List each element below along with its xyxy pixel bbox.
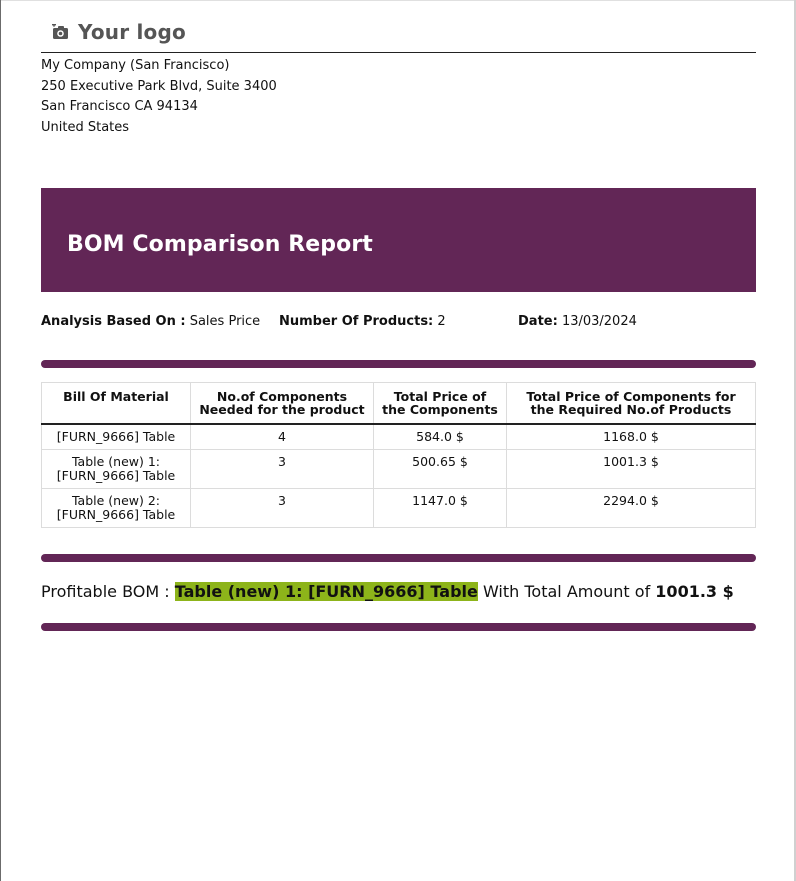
divider-bottom bbox=[41, 623, 756, 631]
header-components-needed: No.of Components Needed for the product bbox=[191, 383, 374, 425]
date-label: Date: bbox=[518, 314, 558, 329]
report-title: BOM Comparison Report bbox=[67, 232, 373, 257]
report-banner bbox=[41, 188, 756, 292]
company-city: San Francisco CA 94134 bbox=[41, 99, 198, 114]
cell-price: 1147.0 $ bbox=[374, 489, 507, 528]
date-value: 13/03/2024 bbox=[561, 314, 637, 329]
cell-total: 1168.0 $ bbox=[507, 424, 756, 450]
table-row bbox=[42, 424, 756, 450]
divider-middle bbox=[41, 554, 756, 562]
header-bill-of-material: Bill Of Material bbox=[42, 383, 191, 425]
camera-icon bbox=[52, 24, 70, 40]
profit-amount: 1001.3 $ bbox=[655, 582, 734, 601]
profitable-bom-name: Table (new) 1: [FURN_9666] Table bbox=[174, 582, 478, 601]
cell-components: 4 bbox=[191, 424, 374, 450]
table-row bbox=[42, 450, 756, 489]
table-row bbox=[42, 489, 756, 528]
company-logo bbox=[52, 20, 186, 44]
cell-bom: Table (new) 2: [FURN_9666] Table bbox=[42, 489, 191, 528]
bom-comparison-table bbox=[41, 382, 756, 528]
products-value: 2 bbox=[437, 314, 446, 329]
table-header-row bbox=[42, 383, 756, 425]
profitable-bom-summary bbox=[41, 582, 734, 601]
company-country: United States bbox=[41, 119, 130, 135]
products-label: Number Of Products: bbox=[279, 314, 434, 329]
analysis-label: Analysis Based On : bbox=[41, 314, 186, 329]
company-street: 250 Executive Park Blvd, Suite 3400 bbox=[41, 78, 277, 94]
header-rule bbox=[41, 52, 756, 53]
cell-total: 2294.0 $ bbox=[507, 489, 756, 528]
report-date bbox=[518, 314, 637, 329]
cell-bom: [FURN_9666] Table bbox=[42, 424, 191, 450]
cell-components: 3 bbox=[191, 489, 374, 528]
header-total-price: Total Price of the Components bbox=[374, 383, 507, 425]
logo-text: Your logo bbox=[78, 20, 186, 44]
analysis-based-on bbox=[41, 314, 260, 329]
cell-price: 500.65 $ bbox=[374, 450, 507, 489]
divider-top bbox=[41, 360, 756, 368]
company-address bbox=[41, 56, 277, 138]
company-name: My Company (San Francisco) bbox=[41, 58, 230, 73]
cell-total: 1001.3 $ bbox=[507, 450, 756, 489]
page-border-top bbox=[0, 0, 796, 1]
page-border-left bbox=[0, 0, 1, 881]
cell-bom: Table (new) 1: [FURN_9666] Table bbox=[42, 450, 191, 489]
cell-price: 584.0 $ bbox=[374, 424, 507, 450]
analysis-value: Sales Price bbox=[189, 314, 261, 329]
header-total-price-required: Total Price of Components for the Required No.of Products bbox=[507, 383, 756, 425]
number-of-products bbox=[279, 314, 446, 329]
profit-label: Profitable BOM : bbox=[41, 582, 170, 601]
profit-middle-text: With Total Amount of bbox=[482, 582, 651, 601]
cell-components: 3 bbox=[191, 450, 374, 489]
